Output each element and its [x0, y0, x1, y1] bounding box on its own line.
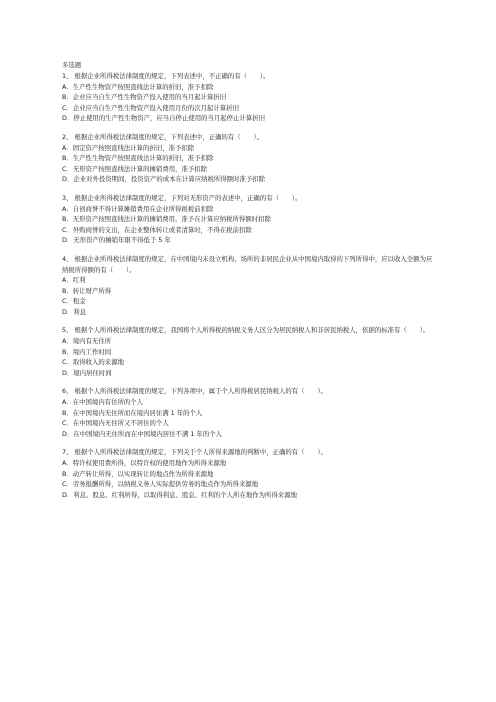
option-a: A．生产性生物资产按照直线法计算的折旧，准予扣除: [62, 82, 214, 91]
option-d: D．企业对外投资期间，投资资产的成本在计算应纳税所得额时准予扣除: [62, 175, 266, 184]
option-a: A．特许权使用费所得，以特许权的使用地作为所得来源地: [62, 459, 227, 467]
option-a: A．自创商誉不得计算摊销费用在企业所得税税前扣除: [62, 204, 214, 213]
question-stem: 6、 根据个人所得税法律制度的规定，下列各项中，属于个人所得税居民纳税人的有（ ）。: [62, 387, 327, 396]
question-stem: 1、 根据企业所得税法律制度的规定，下列表述中，不正确的有（ ）。: [62, 72, 270, 80]
option-d: D．利息、股息、红利所得，以取得利息、股息、红利的个人所在地作为所得来源地: [62, 490, 297, 499]
document-content: [62, 60, 434, 500]
question-1: [62, 71, 434, 124]
question-stem: 5、 根据个人所得税法律制度的规定，我国将个人所得税的纳税义务人区分为居民纳税人和非居民纳税人，依据的标准有（ ）。: [62, 326, 430, 335]
option-d: D．在中国境内无住所而在中国境内居住不满 1 年的个人: [62, 429, 223, 438]
option-b: B．境内工作时间: [62, 347, 112, 356]
option-c: C．外购商誉的支出，在企业整体转让或者清算时，不得在税前扣除: [62, 225, 252, 234]
option-a: A．在中国境内有住所的个人: [62, 398, 144, 407]
option-b: B．企业应当自生产性生物资产投入使用的当月起计算折旧: [62, 93, 227, 102]
option-b: B．转让财产所得: [62, 286, 112, 295]
question-3: [62, 193, 434, 246]
question-2: [62, 132, 434, 185]
option-c: C．租金: [62, 297, 86, 306]
option-a: A．境内有无住所: [62, 337, 112, 346]
option-d: D．境内居住时间: [62, 368, 112, 377]
option-d: D．无形资产的摊销年限不得低于 5 年: [62, 236, 171, 245]
question-7: [62, 447, 434, 500]
option-c: C．无形资产按照直线法计算的摊销费用，准予扣除: [62, 164, 208, 173]
question-5: [62, 325, 434, 378]
option-b: B．无形资产按照直线法计算的摊销费用，准予在计算应纳税所得额时扣除: [62, 215, 271, 224]
option-d: D．利息: [62, 307, 87, 316]
option-b: B．动产转让所得，以实现转让的地点作为所得来源地: [62, 469, 214, 478]
question-stem: 7、 根据个人所得税法律制度的规定，下列关于个人所得来源地的判断中，正确的有（ ）。: [62, 448, 327, 457]
option-a: A．红利: [62, 276, 86, 285]
option-c: C．在中国境内无住所又不居住的个人: [62, 419, 169, 428]
option-c: C．企业应当自生产性生物资产投入使用月份的次月起计算折旧: [62, 103, 240, 112]
question-stem: 4、 根据企业所得税法律制度的规定，在中国境内未设立机构、场所的非居民企业从中国境内取得的下列所得中，应以收入全额为应纳税所得额的有（ ）。: [62, 254, 433, 274]
option-d: D．停止使用的生产性生物资产，应当自停止使用的当月起停止计算折旧: [62, 114, 266, 123]
question-4: [62, 254, 434, 318]
question-6: [62, 386, 434, 439]
option-a: A．固定资产按照直线法计算的折旧，准予扣除: [62, 143, 195, 152]
section-title: 多选题: [62, 61, 82, 69]
option-b: B．在中国境内无住所而在境内居住满 1 年的个人: [62, 408, 203, 417]
option-c: C．取得收入的来源地: [62, 358, 124, 367]
question-stem: 3、 根据企业所得税法律制度的规定，下列对无形资产的表述中，正确的有（ ）。: [62, 193, 302, 202]
question-stem: 2、 根据企业所得税法律制度的规定，下列表述中，正确的有（ ）。: [62, 132, 264, 141]
option-b: B．生产性生物资产按照直线法计算的折旧，准予扣除: [62, 154, 214, 163]
option-c: C．劳务报酬所得，以纳税义务人实际提供劳务的地点作为所得来源地: [62, 480, 259, 489]
